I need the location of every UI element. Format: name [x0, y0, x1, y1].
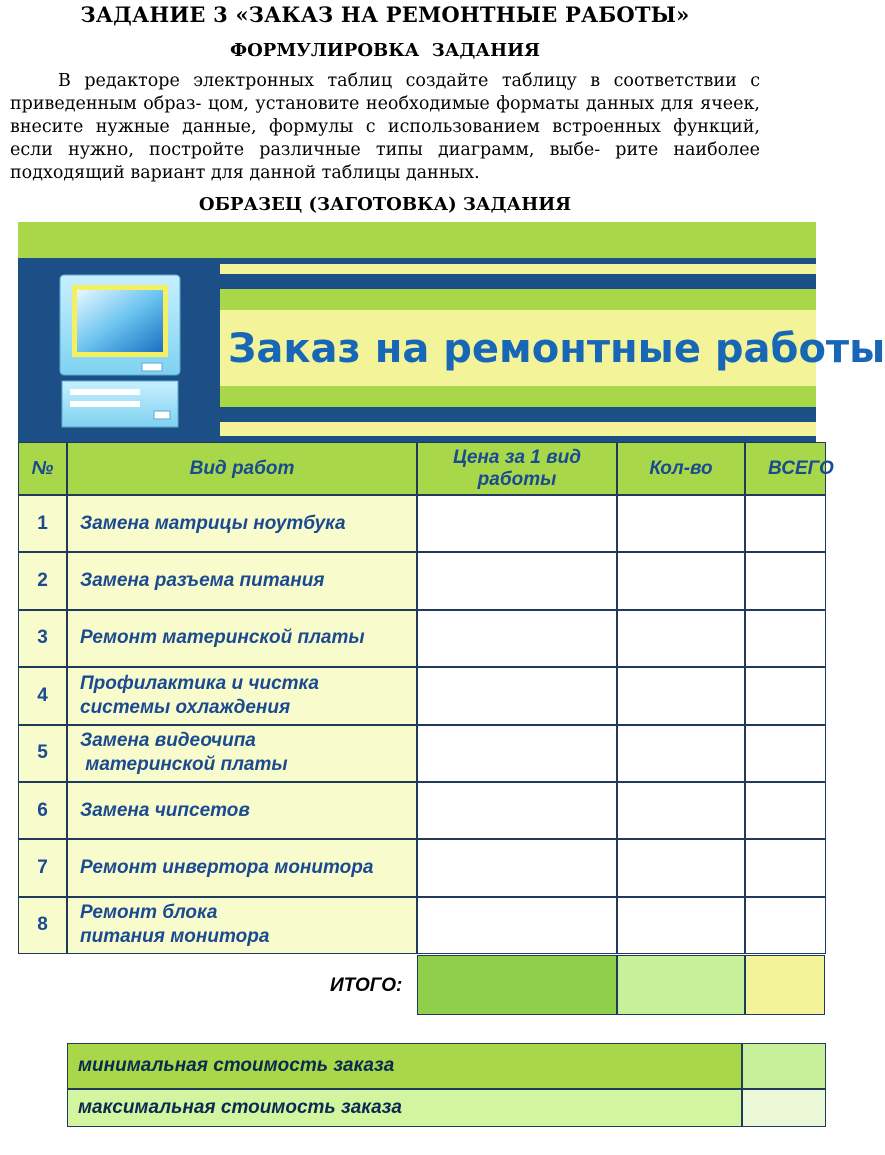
quantity-cell[interactable] [617, 782, 745, 839]
row-number: 5 [18, 725, 67, 782]
row-number: 3 [18, 610, 67, 667]
total-cell[interactable] [745, 610, 826, 667]
computer-icon [22, 263, 218, 439]
header-quantity: Кол-во [617, 442, 745, 495]
total-label: ИТОГО: [330, 975, 403, 996]
banner-stripe [220, 289, 816, 310]
row-work-type: Замена видеочипа материнской платы [67, 725, 417, 782]
header-work-type: Вид работ [67, 442, 417, 495]
header-price: Цена за 1 вид работы [417, 442, 617, 495]
quantity-cell[interactable] [617, 610, 745, 667]
header-number: № [18, 442, 67, 495]
total-cell[interactable] [745, 725, 826, 782]
total-cell[interactable] [745, 897, 826, 954]
row-work-type: Ремонт инвертора монитора [67, 839, 417, 896]
banner-stripe [220, 422, 816, 436]
min-cost-row [67, 1043, 742, 1089]
total-cell[interactable] [745, 667, 826, 724]
quantity-cell[interactable] [617, 667, 745, 724]
total-qty-cell[interactable] [617, 955, 745, 1015]
price-cell[interactable] [417, 610, 617, 667]
total-price-cell[interactable] [417, 955, 617, 1015]
price-cell[interactable] [417, 839, 617, 896]
task-subheading: ФОРМУЛИРОВКА ЗАДАНИЯ [230, 40, 540, 61]
total-cell[interactable] [745, 552, 826, 609]
row-work-type: Замена чипсетов [67, 782, 417, 839]
max-cost-value[interactable] [742, 1089, 826, 1127]
banner-stripe [220, 386, 816, 407]
price-cell[interactable] [417, 782, 617, 839]
sheet-title: Заказ на ремонтные работы [228, 326, 885, 372]
min-cost-value[interactable] [742, 1043, 826, 1089]
page-heading: ЗАДАНИЕ 3 «ЗАКАЗ НА РЕМОНТНЫЕ РАБОТЫ» [80, 2, 690, 27]
row-work-type: Ремонт блока питания монитора [67, 897, 417, 954]
row-number: 1 [18, 495, 67, 552]
price-cell[interactable] [417, 552, 617, 609]
price-cell[interactable] [417, 667, 617, 724]
row-number: 7 [18, 839, 67, 896]
min-cost-label: минимальная стоимость заказа [78, 1055, 395, 1076]
row-work-type: Замена разъема питания [67, 552, 417, 609]
row-work-type: Замена матрицы ноутбука [67, 495, 417, 552]
quantity-cell[interactable] [617, 839, 745, 896]
total-cell[interactable] [745, 495, 826, 552]
max-cost-row [67, 1089, 742, 1127]
max-cost-label: максимальная стоимость заказа [78, 1097, 402, 1118]
total-cell[interactable] [745, 782, 826, 839]
row-number: 2 [18, 552, 67, 609]
price-cell[interactable] [417, 495, 617, 552]
quantity-cell[interactable] [617, 897, 745, 954]
total-sum-cell[interactable] [745, 955, 825, 1015]
sample-heading: ОБРАЗЕЦ (ЗАГОТОВКА) ЗАДАНИЯ [198, 194, 572, 215]
row-work-type: Профилактика и чистка системы охлаждения [67, 667, 417, 724]
quantity-cell[interactable] [617, 495, 745, 552]
row-number: 6 [18, 782, 67, 839]
price-cell[interactable] [417, 725, 617, 782]
quantity-cell[interactable] [617, 725, 745, 782]
banner-stripe [220, 264, 816, 274]
quantity-cell[interactable] [617, 552, 745, 609]
header-total: ВСЕГО [745, 442, 826, 495]
task-description: В редакторе электронных таблиц создайте таблицу в соответствии с приведенным образ- цом, установите необходимые форматы данных для ячеек, внесите нужные данные, формулы с использованием встроенных функций, если нужно, постройте различные типы диаграмм, выбе- рите наиболее подходящий вариант для данной таблицы данных. [10, 71, 760, 183]
row-number: 4 [18, 667, 67, 724]
row-number: 8 [18, 897, 67, 954]
total-cell[interactable] [745, 839, 826, 896]
price-cell[interactable] [417, 897, 617, 954]
row-work-type: Ремонт материнской платы [67, 610, 417, 667]
